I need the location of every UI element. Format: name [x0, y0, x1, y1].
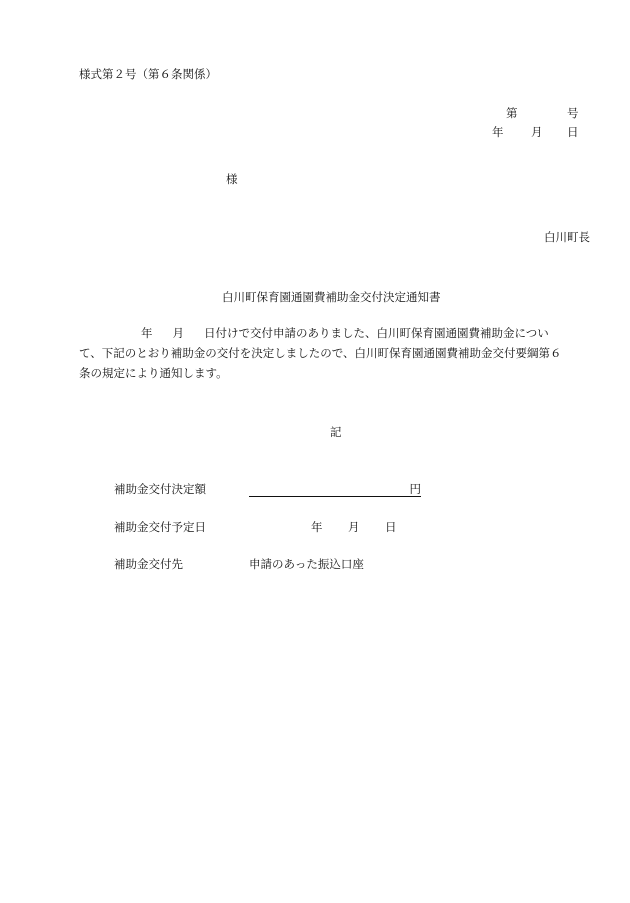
document-title: 白川町保育園通園費補助金交付決定通知書 [222, 290, 441, 304]
issuer-name: 白川町長 [544, 230, 590, 244]
body-line-3: 条の規定により通知します。 [79, 366, 228, 380]
ki-marker: 記 [330, 425, 342, 439]
body-month: 月 [172, 326, 184, 340]
recipient-label: 補助金交付先 [114, 557, 183, 571]
schedule-month: 月 [348, 520, 360, 534]
issue-date-day: 日 [567, 125, 579, 139]
schedule-year: 年 [311, 520, 323, 534]
issue-date-month: 月 [531, 125, 543, 139]
body-year: 年 [141, 326, 153, 340]
body-line-1-text: 日付けで交付申請のありました、白川町保育園通園費補助金につい [204, 326, 549, 340]
form-number: 様式第２号（第６条関係） [79, 67, 217, 81]
schedule-day: 日 [385, 520, 397, 534]
amount-unit: 円 [409, 482, 421, 496]
addressee-honorific: 様 [226, 172, 238, 186]
amount-label: 補助金交付決定額 [114, 482, 206, 496]
schedule-label: 補助金交付予定日 [114, 520, 206, 534]
body-line-1 [79, 326, 549, 340]
document-number-label: 第 [506, 106, 518, 120]
document-number-suffix: 号 [567, 106, 579, 120]
body-line-2: て、下記のとおり補助金の交付を決定しましたので、白川町保育園通園費補助金交付要綱第６ [79, 346, 562, 360]
amount-field [249, 482, 421, 497]
issue-date-year: 年 [492, 125, 504, 139]
recipient-value: 申請のあった振込口座 [249, 557, 364, 571]
